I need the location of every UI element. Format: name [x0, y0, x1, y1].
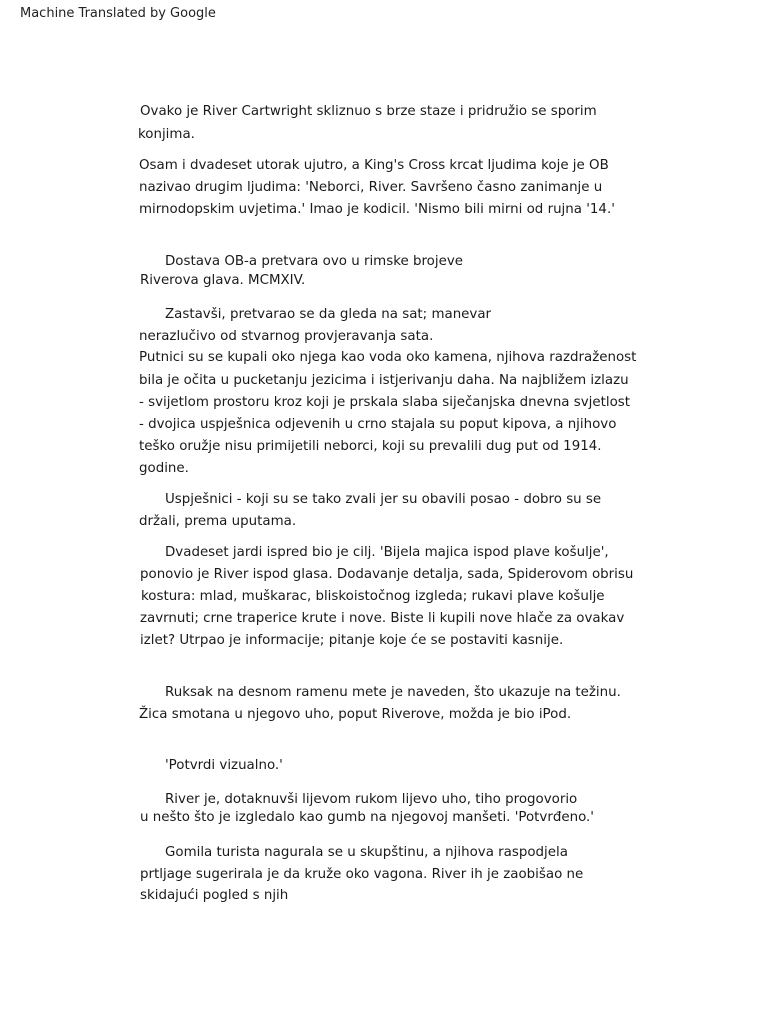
text-line: skidajući pogled s njih: [140, 888, 289, 903]
text-line: Zastavši, pretvarao se da gleda na sat; manevar: [165, 307, 492, 322]
text-line: - dvojica uspješnica odjevenih u crno stajala su poput kipova, a njihovo: [139, 417, 617, 432]
text-line: godine.: [139, 461, 189, 476]
text-line: mirnodopskim uvjetima.' Imao je kodicil. 'Nismo bili mirni od rujna '14.': [139, 202, 615, 217]
text-line: Uspješnici - koji su se tako zvali jer su obavili posao - dobro su se: [165, 492, 602, 507]
text-line: nerazlučivo od stvarnog provjeravanja sata.: [139, 329, 434, 344]
text-line: u nešto što je izgledalo kao gumb na njegovoj manšeti. 'Potvrđeno.': [140, 810, 594, 825]
text-line: Riverova glava. MCMXIV.: [140, 273, 306, 288]
text-line: Putnici su se kupali oko njega kao voda oko kamena, njihova razdraženost: [139, 350, 637, 365]
text-line: Osam i dvadeset utorak ujutro, a King's Cross krcat ljudima koje je OB: [139, 158, 609, 173]
text-line: držali, prema uputama.: [139, 514, 297, 529]
text-line: izlet? Utrpao je informacije; pitanje koje će se postaviti kasnije.: [140, 633, 564, 648]
text-line: Ovako je River Cartwright skliznuo s brze staze i pridružio se sporim: [140, 104, 597, 119]
text-line: kostura: mlad, muškarac, bliskoistočnog izgleda; rukavi plave košulje: [141, 589, 605, 604]
text-line: Žica smotana u njegovo uho, poput Riverove, možda je bio iPod.: [139, 707, 572, 722]
text-line: prtljage sugerirala je da kruže oko vagona. River ih je zaobišao ne: [140, 867, 584, 882]
text-line: teško oružje nisu primijetili neborci, koji su prevalili dug put od 1914.: [139, 439, 602, 454]
text-line: bila je očita u pucketanju jezicima i istjerivanju daha. Na najbližem izlazu: [139, 373, 629, 388]
text-line: konjima.: [138, 127, 195, 142]
text-line: Dostava OB-a pretvara ovo u rimske brojeve: [165, 254, 463, 269]
text-line: nazivao drugim ljudima: 'Neborci, River. Savršeno časno zanimanje u: [139, 180, 603, 195]
text-line: River je, dotaknuvši lijevom rukom lijevo uho, tiho progovorio: [165, 792, 578, 807]
text-line: 'Potvrdi vizualno.': [165, 758, 283, 773]
machine-translation-banner: Machine Translated by Google: [20, 6, 216, 21]
text-line: Dvadeset jardi ispred bio je cilj. 'Bijela majica ispod plave košulje',: [165, 545, 609, 560]
text-line: - svijetlom prostoru kroz koji je prskala slaba siječanjska dnevna svjetlost: [139, 395, 631, 410]
text-line: ponovio je River ispod glasa. Dodavanje detalja, sada, Spiderovom obrisu: [140, 567, 634, 582]
text-line: zavrnuti; crne traperice krute i nove. Biste li kupili nove hlače za ovakav: [140, 611, 625, 626]
text-line: Gomila turista nagurala se u skupštinu, a njihova raspodjela: [165, 845, 568, 860]
text-line: Ruksak na desnom ramenu mete je naveden, što ukazuje na težinu.: [165, 685, 621, 700]
